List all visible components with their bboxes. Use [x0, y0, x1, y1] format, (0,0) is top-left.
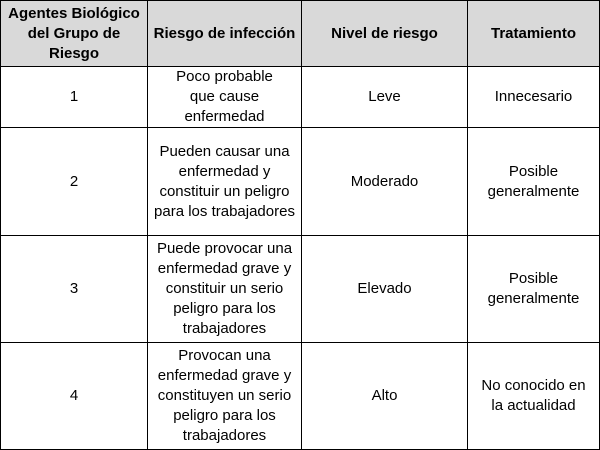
cell-grupo: 4: [1, 343, 148, 450]
header-riesgo: Riesgo de infección: [148, 1, 302, 67]
cell-nivel: Elevado: [302, 236, 468, 343]
table-row: [1, 67, 600, 128]
table-row: [1, 236, 600, 343]
header-tratamiento: Tratamiento: [468, 1, 600, 67]
cell-grupo: 2: [1, 128, 148, 236]
cell-riesgo: Provocan una enfermedad grave y constituyen un serio peligro para los trabajadores: [148, 343, 302, 450]
header-nivel: Nivel de riesgo: [302, 1, 468, 67]
cell-nivel: Leve: [302, 67, 468, 128]
cell-grupo: 1: [1, 67, 148, 128]
header-grupo: Agentes Biológico del Grupo de Riesgo: [1, 1, 148, 67]
cell-nivel: Moderado: [302, 128, 468, 236]
cell-riesgo: Poco probable que cause enfermedad: [148, 67, 302, 128]
cell-grupo: 3: [1, 236, 148, 343]
cell-riesgo: Pueden causar una enfermedad y constituir un peligro para los trabajadores: [148, 128, 302, 236]
cell-riesgo: Puede provocar una enfermedad grave y constituir un serio peligro para los trabajadores: [148, 236, 302, 343]
header-row: [1, 1, 600, 67]
cell-tratamiento: Posible generalmente: [468, 128, 600, 236]
cell-tratamiento: Posible generalmente: [468, 236, 600, 343]
table-row: [1, 343, 600, 450]
cell-tratamiento: Innecesario: [468, 67, 600, 128]
cell-nivel: Alto: [302, 343, 468, 450]
table-row: [1, 128, 600, 236]
cell-tratamiento: No conocido en la actualidad: [468, 343, 600, 450]
